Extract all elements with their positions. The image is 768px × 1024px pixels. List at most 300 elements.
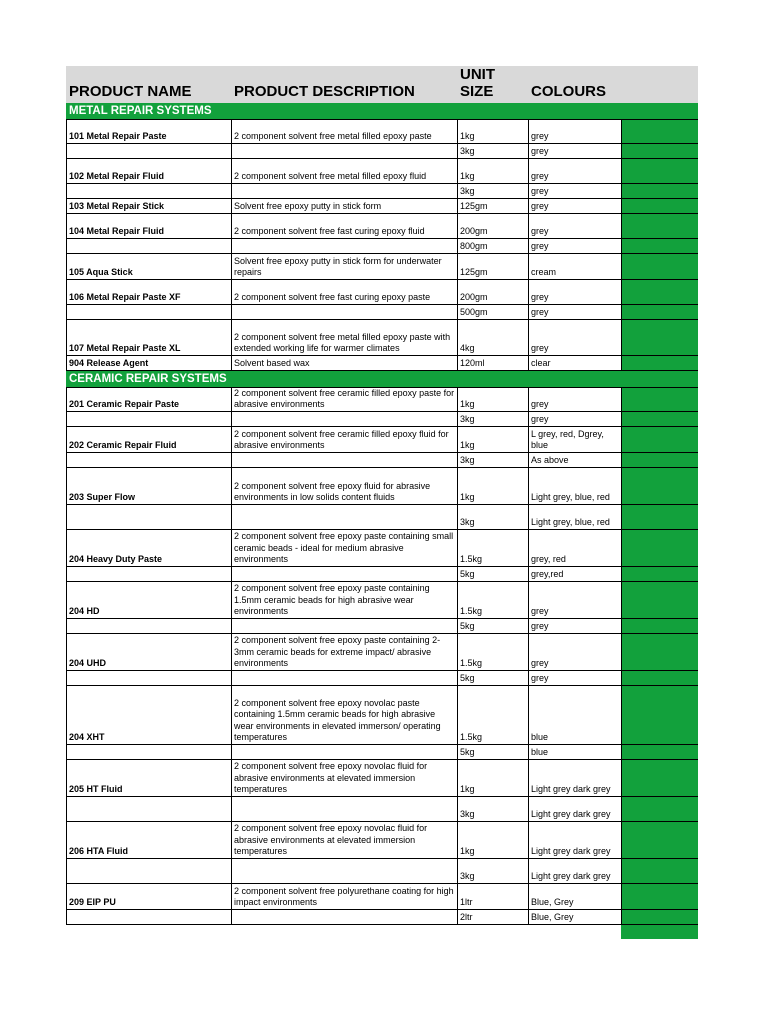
unit-size-cell — [457, 619, 528, 633]
unit-size-cell — [457, 199, 528, 213]
colour-cell-text: blue — [531, 746, 549, 757]
unit-size-cell-text: 1kg — [460, 491, 475, 502]
product-name-cell-text: 206 HTA Fluid — [69, 845, 129, 856]
colour-cell — [528, 159, 621, 183]
table-row — [66, 505, 698, 530]
colour-cell-text: grey — [531, 130, 549, 141]
header-product-name: PRODUCT NAME — [69, 83, 192, 100]
unit-size-cell — [457, 239, 528, 253]
product-name-cell — [66, 144, 231, 158]
colour-cell — [528, 822, 621, 858]
green-marker-cell — [621, 884, 698, 909]
colour-cell — [528, 468, 621, 504]
green-marker-cell — [621, 184, 698, 198]
unit-size-cell — [457, 567, 528, 581]
table-row — [66, 356, 698, 371]
description-cell-text: 2 component solvent free metal filled epoxy paste — [234, 130, 432, 141]
header-colours: COLOURS — [531, 83, 606, 100]
product-name-cell — [66, 356, 231, 370]
colour-cell — [528, 671, 621, 685]
product-name-cell-text: 904 Release Agent — [69, 357, 149, 368]
colour-cell — [528, 910, 621, 924]
colour-cell — [528, 686, 621, 744]
description-cell — [231, 412, 457, 426]
colour-cell — [528, 120, 621, 143]
description-cell — [231, 884, 457, 909]
description-cell — [231, 745, 457, 759]
colour-cell — [528, 582, 621, 618]
description-cell — [231, 567, 457, 581]
description-cell-text: 2 component solvent free epoxy novolac fluid for abrasive environments at elevated immersion temperatures — [234, 823, 428, 856]
unit-size-cell-text: 4kg — [460, 342, 475, 353]
description-cell-text: 2 component solvent free ceramic filled epoxy paste for abrasive environments — [234, 388, 455, 409]
description-cell — [231, 686, 457, 744]
table-row — [66, 910, 698, 925]
table-row — [66, 884, 698, 910]
colour-cell-text: grey — [531, 185, 549, 196]
colour-cell-text: blue — [531, 731, 549, 742]
product-name-cell-text: 103 Metal Repair Stick — [69, 200, 165, 211]
product-name-cell — [66, 214, 231, 238]
description-cell — [231, 120, 457, 143]
product-name-cell — [66, 567, 231, 581]
colour-cell-text: grey — [531, 672, 549, 683]
unit-size-cell — [457, 859, 528, 883]
product-name-cell-text: 203 Super Flow — [69, 491, 136, 502]
green-marker-cell — [621, 239, 698, 253]
product-name-cell — [66, 159, 231, 183]
product-name-cell — [66, 582, 231, 618]
product-name-cell-text: 102 Metal Repair Fluid — [69, 170, 165, 181]
table-row — [66, 320, 698, 356]
colour-cell — [528, 320, 621, 355]
table-row — [66, 530, 698, 567]
product-name-cell — [66, 254, 231, 279]
description-cell-text: 2 component solvent free fast curing epoxy fluid — [234, 225, 425, 236]
green-marker-cell — [621, 199, 698, 213]
green-marker-cell — [621, 412, 698, 426]
unit-size-cell-text: 5kg — [460, 568, 475, 579]
unit-size-cell-text: 125gm — [460, 200, 488, 211]
table-row — [66, 199, 698, 214]
table-row — [66, 567, 698, 582]
product-name-cell — [66, 120, 231, 143]
description-cell-text: 2 component solvent free fast curing epoxy paste — [234, 291, 431, 302]
unit-size-cell-text: 500gm — [460, 306, 488, 317]
product-name-cell — [66, 822, 231, 858]
unit-size-cell-text: 1kg — [460, 439, 475, 450]
green-marker-cell — [621, 797, 698, 821]
unit-size-cell-text: 125gm — [460, 266, 488, 277]
unit-size-cell — [457, 686, 528, 744]
colour-cell-text: As above — [531, 454, 569, 465]
table-row — [66, 305, 698, 320]
colour-cell-text: Light grey, blue, red — [531, 516, 610, 527]
product-name-cell — [66, 634, 231, 670]
product-name-cell-text: 204 Heavy Duty Paste — [69, 553, 163, 564]
description-cell — [231, 305, 457, 319]
green-marker-cell — [621, 505, 698, 529]
description-cell — [231, 582, 457, 618]
product-name-cell — [66, 760, 231, 796]
description-cell — [231, 214, 457, 238]
unit-size-cell — [457, 884, 528, 909]
product-name-cell-text: 101 Metal Repair Paste — [69, 130, 167, 141]
colour-cell-text: Light grey dark grey — [531, 845, 611, 856]
unit-size-cell-text: 200gm — [460, 225, 488, 236]
description-cell-text: Solvent free epoxy putty in stick form — [234, 200, 382, 211]
table-row — [66, 119, 698, 144]
product-name-cell — [66, 305, 231, 319]
colour-cell — [528, 388, 621, 411]
product-name-cell — [66, 184, 231, 198]
colour-cell-text: L grey, red, Dgrey, blue — [531, 428, 604, 450]
green-marker-cell — [621, 686, 698, 744]
table-row — [66, 144, 698, 159]
unit-size-cell-text: 1kg — [460, 398, 475, 409]
green-marker-cell — [621, 822, 698, 858]
header-row — [66, 66, 698, 103]
unit-size-cell-text: 5kg — [460, 672, 475, 683]
unit-size-cell — [457, 468, 528, 504]
product-name-cell — [66, 505, 231, 529]
product-name-cell-text: 106 Metal Repair Paste XF — [69, 291, 181, 302]
colour-cell — [528, 144, 621, 158]
description-cell-text: 2 component solvent free epoxy fluid for abrasive environments in low solids content fluids — [234, 480, 431, 502]
description-cell — [231, 505, 457, 529]
colour-cell-text: Blue, Grey — [531, 911, 574, 922]
description-cell — [231, 427, 457, 452]
colour-cell — [528, 427, 621, 452]
colour-cell-text: grey — [531, 620, 549, 631]
product-name-cell-text: 104 Metal Repair Fluid — [69, 225, 165, 236]
unit-size-cell-text: 1kg — [460, 783, 475, 794]
description-cell-text: Solvent based wax — [234, 357, 310, 368]
colour-cell-text: grey — [531, 398, 549, 409]
table-row — [66, 745, 698, 760]
green-marker-cell — [621, 910, 698, 924]
green-marker-cell — [621, 159, 698, 183]
colour-cell — [528, 356, 621, 370]
green-marker-cell — [621, 634, 698, 670]
green-marker-cell — [621, 453, 698, 467]
colour-cell-text: clear — [531, 357, 551, 368]
description-cell — [231, 320, 457, 355]
unit-size-cell — [457, 910, 528, 924]
table-row — [66, 254, 698, 280]
table-body — [66, 103, 698, 925]
table-row — [66, 427, 698, 453]
product-name-cell-text: 107 Metal Repair Paste XL — [69, 342, 181, 353]
unit-size-cell-text: 120ml — [460, 357, 485, 368]
unit-size-cell — [457, 159, 528, 183]
colour-cell — [528, 453, 621, 467]
colour-cell — [528, 884, 621, 909]
section-header: CERAMIC REPAIR SYSTEMS — [66, 371, 698, 387]
table-row — [66, 619, 698, 634]
green-marker-cell — [621, 427, 698, 452]
description-cell — [231, 619, 457, 633]
description-cell-text: 2 component solvent free epoxy novolac fluid for abrasive environments at elevated immersion temperatures — [234, 761, 428, 794]
unit-size-cell — [457, 305, 528, 319]
colour-cell-text: grey — [531, 240, 549, 251]
green-marker-cell — [621, 144, 698, 158]
product-name-cell — [66, 797, 231, 821]
unit-size-cell-text: 1kg — [460, 845, 475, 856]
unit-size-cell — [457, 184, 528, 198]
unit-size-cell-text: 3kg — [460, 185, 475, 196]
description-cell — [231, 280, 457, 304]
unit-size-cell — [457, 214, 528, 238]
product-name-cell — [66, 910, 231, 924]
table-row — [66, 387, 698, 412]
product-name-cell — [66, 745, 231, 759]
colour-cell — [528, 280, 621, 304]
unit-size-cell — [457, 582, 528, 618]
table-row — [66, 184, 698, 199]
table-row — [66, 686, 698, 745]
table-row — [66, 822, 698, 859]
description-cell — [231, 453, 457, 467]
product-table — [66, 66, 698, 939]
description-cell — [231, 199, 457, 213]
description-cell — [231, 468, 457, 504]
unit-size-cell-text: 3kg — [460, 454, 475, 465]
colour-cell — [528, 505, 621, 529]
table-row — [66, 280, 698, 305]
description-cell-text: 2 component solvent free metal filled epoxy paste with extended working life for warmer climates — [234, 331, 451, 353]
unit-size-cell-text: 1kg — [460, 170, 475, 181]
product-name-cell-text: 201 Ceramic Repair Paste — [69, 398, 180, 409]
product-name-cell — [66, 468, 231, 504]
header-product-description: PRODUCT DESCRIPTION — [234, 83, 415, 100]
green-marker-cell — [621, 567, 698, 581]
colour-cell-text: Light grey dark grey — [531, 783, 611, 794]
unit-size-cell — [457, 427, 528, 452]
green-marker-cell — [621, 619, 698, 633]
colour-cell-text: grey,red — [531, 568, 564, 579]
unit-size-cell-text: 800gm — [460, 240, 488, 251]
unit-size-cell — [457, 144, 528, 158]
colour-cell — [528, 199, 621, 213]
unit-size-cell — [457, 254, 528, 279]
unit-size-cell — [457, 320, 528, 355]
green-marker-cell — [621, 320, 698, 355]
product-name-cell — [66, 239, 231, 253]
colour-cell-text: grey — [531, 605, 549, 616]
unit-size-cell — [457, 530, 528, 566]
colour-cell — [528, 859, 621, 883]
description-cell — [231, 356, 457, 370]
description-cell-text: 2 component solvent free metal filled epoxy fluid — [234, 170, 427, 181]
colour-cell — [528, 634, 621, 670]
product-name-cell — [66, 530, 231, 566]
product-name-cell — [66, 320, 231, 355]
description-cell — [231, 797, 457, 821]
unit-size-cell — [457, 797, 528, 821]
unit-size-cell — [457, 356, 528, 370]
unit-size-cell-text: 5kg — [460, 620, 475, 631]
unit-size-cell — [457, 760, 528, 796]
green-marker-cell — [621, 120, 698, 143]
colour-cell-text: grey — [531, 200, 549, 211]
description-cell — [231, 671, 457, 685]
green-marker-cell — [621, 214, 698, 238]
product-name-cell — [66, 453, 231, 467]
unit-size-cell — [457, 634, 528, 670]
unit-size-cell — [457, 120, 528, 143]
description-cell — [231, 634, 457, 670]
colour-cell-text: grey — [531, 291, 549, 302]
description-cell-text: 2 component solvent free ceramic filled epoxy fluid for abrasive environments — [234, 428, 449, 450]
product-name-cell — [66, 686, 231, 744]
description-cell — [231, 822, 457, 858]
description-cell-text: 2 component solvent free epoxy novolac paste containing 1.5mm ceramic beads for high abrasive wear environments in elevated immerson/ operating temperatures — [234, 698, 441, 742]
green-marker-cell — [621, 468, 698, 504]
product-name-cell — [66, 388, 231, 411]
unit-size-cell — [457, 280, 528, 304]
section-header: METAL REPAIR SYSTEMS — [66, 103, 698, 119]
colour-cell — [528, 619, 621, 633]
description-cell — [231, 144, 457, 158]
unit-size-cell-text: 1ltr — [460, 896, 473, 907]
product-name-cell-text: 204 UHD — [69, 657, 107, 668]
description-cell-text: 2 component solvent free epoxy paste containing 2-3mm ceramic beads for extreme impact/ abrasive environments — [234, 635, 441, 668]
description-cell — [231, 910, 457, 924]
description-cell — [231, 254, 457, 279]
description-cell — [231, 159, 457, 183]
colour-cell — [528, 305, 621, 319]
colour-cell — [528, 214, 621, 238]
description-cell — [231, 859, 457, 883]
product-name-cell-text: 204 HD — [69, 605, 100, 616]
table-row — [66, 760, 698, 797]
unit-size-cell-text: 1.5kg — [460, 605, 483, 616]
green-marker-cell — [621, 530, 698, 566]
unit-size-cell-text: 3kg — [460, 870, 475, 881]
table-row — [66, 412, 698, 427]
unit-size-cell — [457, 388, 528, 411]
description-cell — [231, 184, 457, 198]
unit-size-cell — [457, 745, 528, 759]
colour-cell-text: Light grey dark grey — [531, 870, 611, 881]
unit-size-cell-text: 200gm — [460, 291, 488, 302]
unit-size-cell — [457, 671, 528, 685]
description-cell-text: 2 component solvent free epoxy paste containing 1.5mm ceramic beads for high abrasive wear environments — [234, 583, 430, 616]
header-unit-size: UNIT SIZE — [460, 66, 495, 100]
unit-size-cell-text: 1.5kg — [460, 657, 483, 668]
colour-cell — [528, 760, 621, 796]
colour-cell-text: grey — [531, 225, 549, 236]
unit-size-cell-text: 3kg — [460, 516, 475, 527]
green-marker-cell — [621, 671, 698, 685]
description-cell-text: 2 component solvent free epoxy paste containing small ceramic beads - ideal for medium abrasive environments — [234, 531, 454, 564]
colour-cell — [528, 412, 621, 426]
description-cell-text: 2 component solvent free polyurethane coating for high impact environments — [234, 885, 454, 907]
unit-size-cell-text: 1.5kg — [460, 553, 483, 564]
product-name-cell — [66, 199, 231, 213]
unit-size-cell-text: 3kg — [460, 808, 475, 819]
green-marker-cell — [621, 356, 698, 370]
unit-size-cell — [457, 822, 528, 858]
table-row — [66, 634, 698, 671]
description-cell — [231, 239, 457, 253]
colour-cell-text: Blue, Grey — [531, 896, 574, 907]
table-row — [66, 859, 698, 884]
unit-size-cell-text: 1.5kg — [460, 731, 483, 742]
colour-cell-text: grey — [531, 413, 549, 424]
product-name-cell-text: 105 Aqua Stick — [69, 266, 133, 277]
colour-cell — [528, 797, 621, 821]
colour-cell-text: grey, red — [531, 553, 566, 564]
unit-size-cell-text: 2ltr — [460, 911, 473, 922]
green-marker-cell — [621, 760, 698, 796]
product-name-cell — [66, 619, 231, 633]
green-marker-cell — [621, 305, 698, 319]
product-name-cell — [66, 427, 231, 452]
unit-size-cell — [457, 505, 528, 529]
product-name-cell — [66, 859, 231, 883]
table-row — [66, 159, 698, 184]
table-row — [66, 239, 698, 254]
colour-cell-text: grey — [531, 342, 549, 353]
green-marker-cell — [621, 388, 698, 411]
description-cell — [231, 388, 457, 411]
table-row — [66, 582, 698, 619]
colour-cell-text: grey — [531, 145, 549, 156]
green-marker-cell — [621, 745, 698, 759]
colour-cell — [528, 567, 621, 581]
green-marker-cell — [621, 859, 698, 883]
unit-size-cell — [457, 412, 528, 426]
product-name-cell — [66, 280, 231, 304]
unit-size-cell — [457, 453, 528, 467]
table-row — [66, 797, 698, 822]
green-marker-cell — [621, 280, 698, 304]
description-cell — [231, 530, 457, 566]
trailing-green-cell — [621, 925, 698, 939]
unit-size-cell-text: 3kg — [460, 145, 475, 156]
colour-cell-text: cream — [531, 266, 557, 277]
colour-cell-text: Light grey dark grey — [531, 808, 611, 819]
product-name-cell — [66, 884, 231, 909]
description-cell-text: Solvent free epoxy putty in stick form for underwater repairs — [234, 255, 442, 277]
colour-cell-text: Light grey, blue, red — [531, 491, 610, 502]
description-cell — [231, 760, 457, 796]
colour-cell — [528, 530, 621, 566]
table-row — [66, 214, 698, 239]
product-name-cell-text: 204 XHT — [69, 731, 105, 742]
colour-cell — [528, 254, 621, 279]
colour-cell — [528, 745, 621, 759]
green-marker-cell — [621, 254, 698, 279]
table-row — [66, 468, 698, 505]
unit-size-cell-text: 3kg — [460, 413, 475, 424]
table-row — [66, 453, 698, 468]
unit-size-cell-text: 1kg — [460, 130, 475, 141]
colour-cell — [528, 239, 621, 253]
colour-cell-text: grey — [531, 657, 549, 668]
unit-size-cell-text: 5kg — [460, 746, 475, 757]
product-name-cell-text: 205 HT Fluid — [69, 783, 123, 794]
colour-cell — [528, 184, 621, 198]
table-row — [66, 671, 698, 686]
product-name-cell — [66, 671, 231, 685]
product-name-cell — [66, 412, 231, 426]
colour-cell-text: grey — [531, 170, 549, 181]
product-name-cell-text: 202 Ceramic Repair Fluid — [69, 439, 177, 450]
product-name-cell-text: 209 EIP PU — [69, 896, 116, 907]
